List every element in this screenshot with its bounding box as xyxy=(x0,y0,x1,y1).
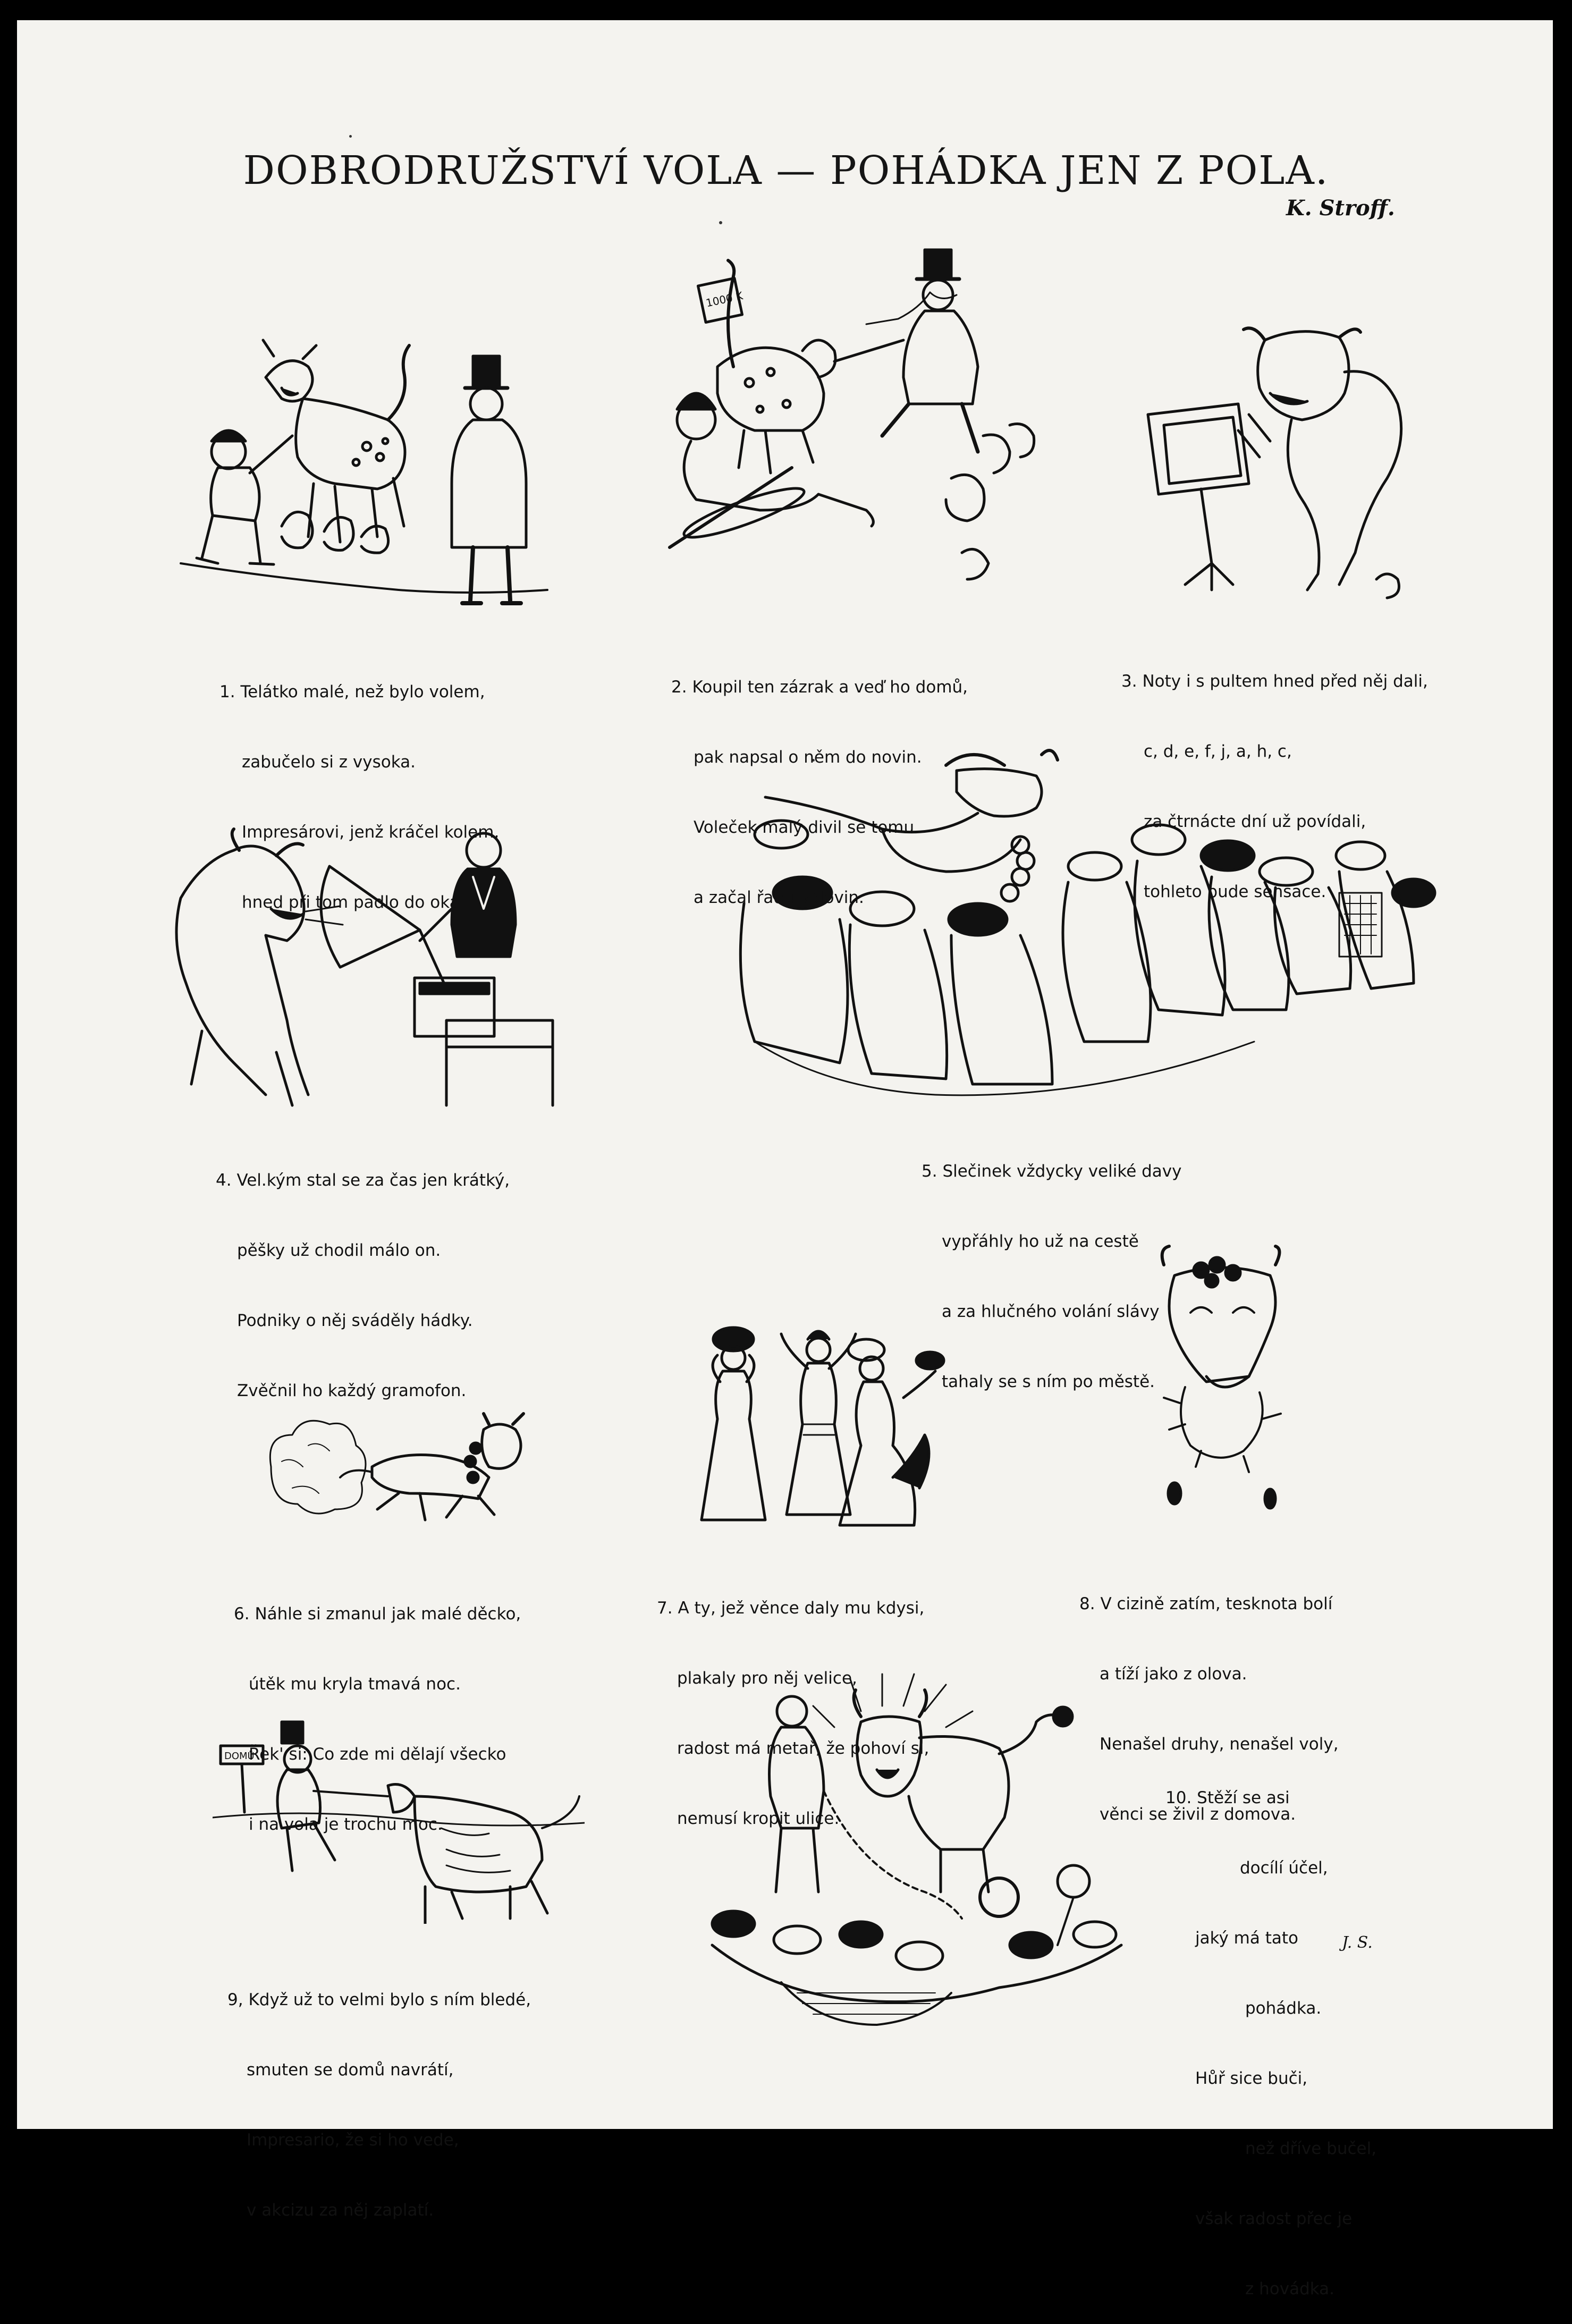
verse-line: útěk mu kryla tmavá noc. xyxy=(249,1675,461,1694)
verse-line: docílí účel, xyxy=(1240,1858,1328,1878)
verse-number: 10. xyxy=(1165,1788,1192,1807)
illustration-panel-1 xyxy=(175,314,558,622)
verse-line: Řek' si: Co zde mi dělají všecko xyxy=(249,1745,506,1764)
verse-line: Hůř sice buči, xyxy=(1195,2069,1308,2088)
verse-4 xyxy=(216,1122,510,1426)
verse-number: 7. xyxy=(657,1599,673,1618)
verse-line: Stěží se asi xyxy=(1197,1788,1290,1807)
verse-line: plakaly pro něj velice, xyxy=(677,1669,857,1688)
verse-line: pohádka. xyxy=(1245,1999,1322,2018)
verse-line: Nenašel druhy, nenašel voly, xyxy=(1100,1735,1339,1754)
verse-number: 6. xyxy=(234,1604,250,1624)
verse-line: Impresario, že si ho vede, xyxy=(247,2131,459,2150)
verse-line: věnci se živil z domova. xyxy=(1100,1805,1296,1824)
verse-10 xyxy=(1165,1739,1376,2324)
scan-speck xyxy=(349,135,352,138)
verse-line: Náhle si zmanul jak malé děcko, xyxy=(255,1604,521,1624)
verse-line: z hovádka. xyxy=(1245,2279,1335,2298)
verse-5 xyxy=(922,1113,1182,1417)
verse-1 xyxy=(219,633,499,937)
page-title: DOBRODRUŽSTVÍ VOLA — POHÁDKA JEN Z POLA. xyxy=(243,148,1329,193)
verse-line: A ty, jež věnce daly mu kdysi, xyxy=(678,1599,925,1618)
verse-line: za čtrnácte dní už povídali, xyxy=(1144,812,1366,831)
verse-line: Když už to velmi bylo s ním bledé, xyxy=(248,1990,531,2009)
verse-signature: J. S. xyxy=(1342,1933,1373,1952)
verse-line: v akcizu za něj zaplatí. xyxy=(247,2201,434,2220)
verse-line: tohleto bude sensace. xyxy=(1144,882,1326,901)
verse-line: Zvěčnil ho každý gramofon. xyxy=(237,1381,467,1400)
verse-3 xyxy=(1121,623,1428,927)
author-credit: K. Stroff. xyxy=(1286,196,1395,221)
verse-line: smuten se domů navrátí, xyxy=(247,2060,454,2080)
verse-line: jaký má tato xyxy=(1195,1929,1298,1948)
verse-number: 3. xyxy=(1121,672,1137,691)
sign-1000k: 1000 K xyxy=(705,289,744,310)
verse-line: Podniky o něj sváděly hádky. xyxy=(237,1311,473,1330)
verse-number: 5. xyxy=(922,1162,937,1181)
verse-line: tahaly se s ním po městě. xyxy=(942,1372,1155,1391)
sign-domu: DOMŮ xyxy=(224,1751,255,1762)
verse-line: pak napsal o něm do novin. xyxy=(694,748,922,767)
verse-line: však radost přec je xyxy=(1195,2209,1353,2228)
verse-number: 1. xyxy=(219,682,235,702)
verse-line: a za hlučného volání slávy xyxy=(942,1302,1160,1321)
scan-speck xyxy=(719,221,722,224)
verse-line: Koupil ten zázrak a veď ho domů, xyxy=(692,678,968,697)
verse-line: pěšky už chodil málo on. xyxy=(237,1241,441,1260)
verse-line: Impresárovi, jenž kráčel kolem, xyxy=(242,823,500,842)
verse-line: radost má metař, že pohoví si, xyxy=(677,1739,929,1758)
verse-line: Voleček malý divil se tomu xyxy=(694,818,915,837)
verse-line: a začal řadu volovin. xyxy=(694,888,864,907)
verse-2 xyxy=(671,629,968,933)
verse-line: i na vola je trochu moc. xyxy=(249,1815,443,1834)
verse-7 xyxy=(657,1550,929,1854)
verse-9 xyxy=(227,1941,531,2245)
verse-line: Noty i s pultem hned před něj dali, xyxy=(1142,672,1428,691)
illustration-panel-2 xyxy=(643,244,1068,611)
verse-line: zabučelo si z vysoka. xyxy=(242,753,416,772)
verse-line: vypřáhly ho už na cestě xyxy=(942,1232,1139,1251)
verse-line: a tíží jako z olova. xyxy=(1100,1664,1247,1684)
verse-line: hned při tom padlo do oka. xyxy=(242,893,465,912)
verse-line: Telátko malé, než bylo volem, xyxy=(240,682,485,702)
verse-line: nemusí kropit ulice. xyxy=(677,1809,840,1828)
verse-number: 9, xyxy=(227,1990,243,2009)
verse-line: než dříve bučel, xyxy=(1245,2139,1377,2158)
verse-number: 8. xyxy=(1079,1594,1095,1613)
verse-number: 2. xyxy=(671,678,687,697)
verse-line: Slečinek vždycky veliké davy xyxy=(942,1162,1182,1181)
verse-number: 4. xyxy=(216,1171,232,1190)
verse-line: V cizině zatím, tesknota bolí xyxy=(1100,1594,1333,1613)
illustration-panel-3 xyxy=(1132,308,1435,606)
verse-6 xyxy=(234,1556,521,1860)
verse-line: Vel.kým stal se za čas jen krátký, xyxy=(236,1171,510,1190)
verse-line: c, d, e, f, j, a, h, c, xyxy=(1144,742,1292,761)
